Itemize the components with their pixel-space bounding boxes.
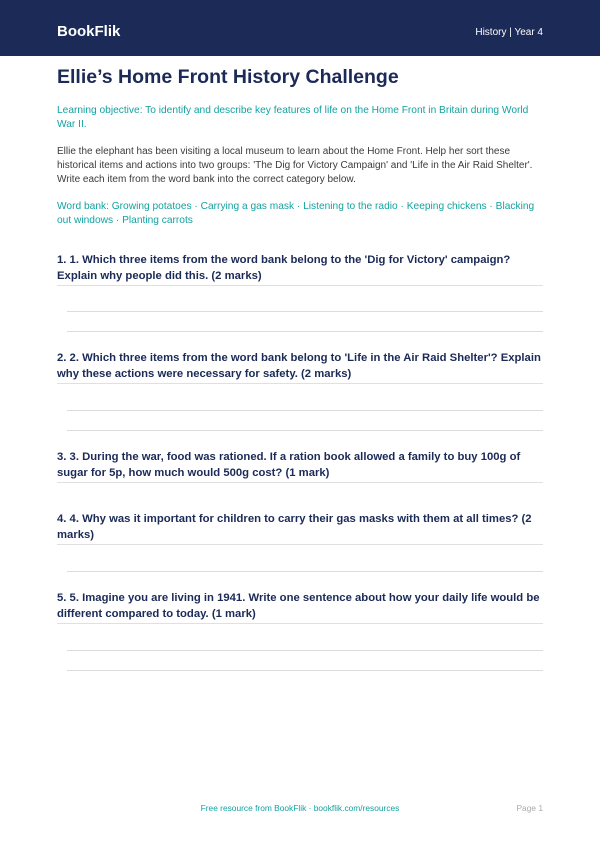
answer-line[interactable] (67, 571, 543, 572)
question-text: 1. 1. Which three items from the word bank belong to the 'Dig for Victory' campaign? Explain why people did this. (2 marks) (57, 252, 543, 286)
answer-line[interactable] (67, 331, 543, 332)
worksheet-content (57, 64, 543, 671)
page-number: Page 1 (516, 803, 543, 813)
answer-line[interactable] (67, 670, 543, 671)
question-1 (57, 252, 543, 332)
question-3 (57, 449, 543, 483)
word-bank: Word bank: Growing potatoes · Carrying a gas mask · Listening to the radio · Keeping chickens · Blacking out windows · Planting carrots (57, 201, 535, 226)
question-2 (57, 350, 543, 431)
question-text: 4. 4. Why was it important for children to carry their gas masks with them at all times? (2 marks) (57, 511, 543, 545)
question-5 (57, 590, 543, 671)
page-footer (0, 802, 600, 816)
intro-text: Ellie the elephant has been visiting a local museum to learn about the Home Front. Help her sort these historical items and actions into two groups: 'The Dig for Victory Campaign' and 'Life in the Air Raid Shelter'. Write each item from the word bank into the correct category below. (57, 146, 533, 185)
answer-line[interactable] (67, 430, 543, 431)
learning-objective: Learning objective: To identify and describe key features of life on the Home Front in Britain during World War II. (57, 105, 529, 130)
page-header (0, 0, 600, 56)
question-text: 2. 2. Which three items from the word bank belong to 'Life in the Air Raid Shelter'? Explain why these actions were necessary for safety. (2 marks) (57, 350, 543, 384)
question-text: 3. 3. During the war, food was rationed. If a ration book allowed a family to buy 100g of sugar for 5p, how much would 500g cost? (1 mark) (57, 449, 543, 483)
question-4 (57, 511, 543, 572)
subject-label: History | Year 4 (475, 27, 543, 38)
page-title: Ellie’s Home Front History Challenge (57, 66, 399, 88)
brand-logo-text: BookFlik (57, 23, 121, 40)
question-text: 5. 5. Imagine you are living in 1941. Write one sentence about how your daily life would be different compared to today. (1 mark) (57, 590, 543, 624)
footer-link-text[interactable]: Free resource from BookFlik · bookflik.com/resources (200, 803, 400, 813)
